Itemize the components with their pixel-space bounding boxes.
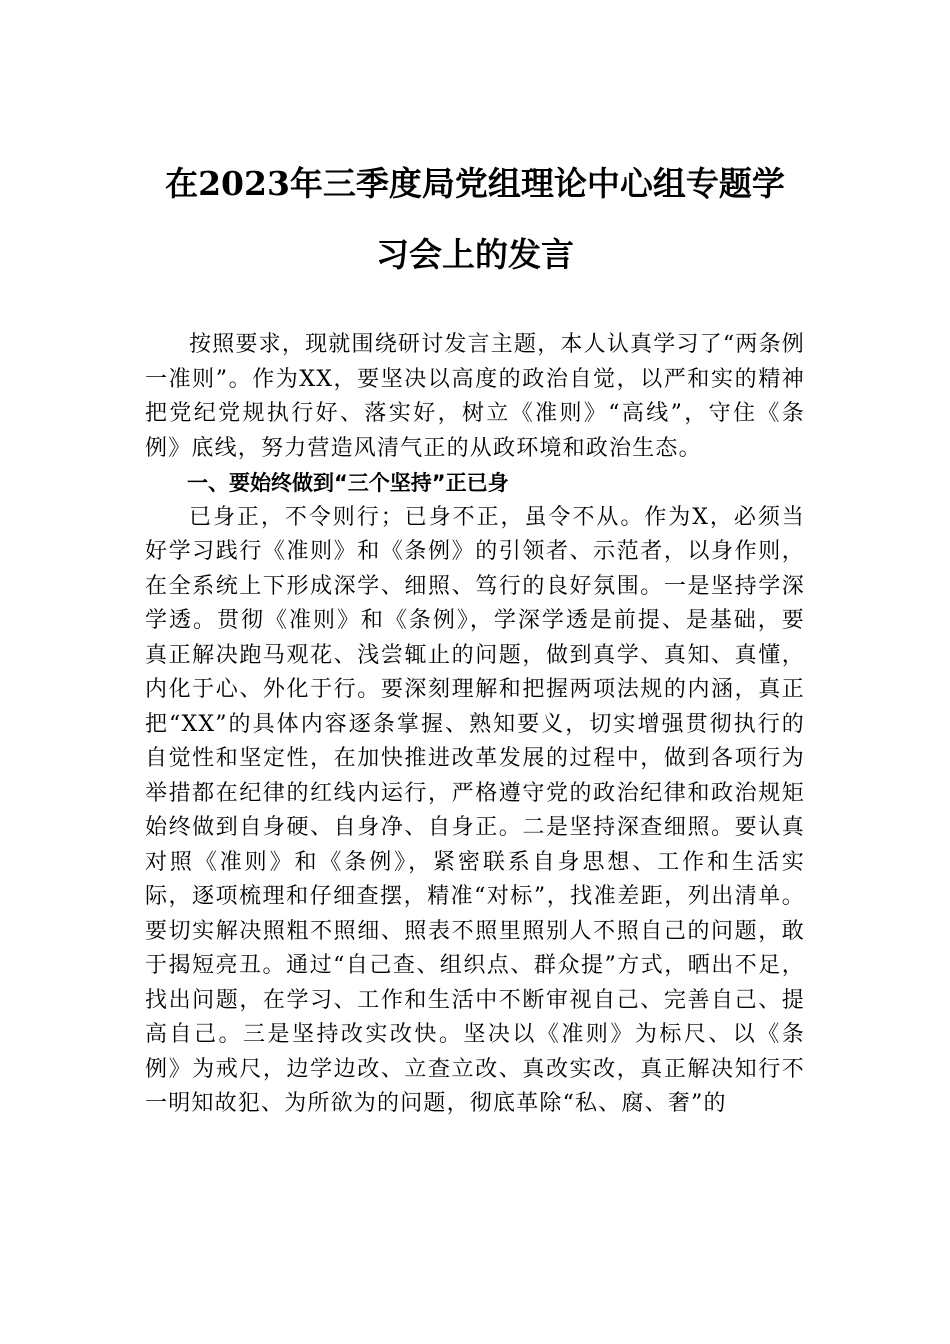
intro-paragraph: 按照要求，现就围绕研讨发言主题，本人认真学习了“两条例一准则”。作为XX，要坚决以高度的政治自觉，以严和实的精神把党纪党规执行好、落实好，树立《准则》“高线”，守住《条例》底线，努力营造风清气正的从政环境和政治生态。 — [145, 332, 805, 461]
section-paragraph: 已身正，不令则行；已身不正，虽令不从。作为X，必须当好学习践行《准则》和《条例》的引领者、示范者，以身作则，在全系统上下形成深学、细照、笃行的良好氛围。一是坚持学深学透。贯彻《准则》和《条例》，学深学透是前提、是基础，要真正解决跑马观花、浅尝辄止的问题，做到真学、真知、真懂，内化于心、外化于行。要深刻理解和把握两项法规的内涵，真正把“XX”的具体内容逐条掌握、熟知要义，切实增强贯彻执行的自觉性和坚定性，在加快推进改革发展的过程中，做到各项行为举措都在纪律的红线内运行，严格遵守党的政治纪律和政治规矩始终做到自身硬、自身净、自身正。二是坚持深查细照。要认真对照《准则》和《条例》，紧密联系自身思想、工作和生活实际，逐项梳理和仔细查摆，精准“对标”，找准差距，列出清单。要切实解决照粗不照细、照表不照里照别人不照自己的问题，敢于揭短亮丑。通过“自己查、组织点、群众提”方式，晒出不足，找出问题，在学习、工作和生活中不断审视自己、完善自己、提高自己。三是坚持改实改快。坚决以《准则》为标尺、以《条例》为戒尺，边学边改、立查立改、真改实改，真正解决知行不一明知故犯、为所欲为的问题，彻底革除“私、腐、奢”的 — [145, 504, 805, 1116]
document-title-line-1: 在2023年三季度局党组理论中心组专题学 — [165, 164, 785, 203]
section-heading: 一、要始终做到“三个坚持”正已身 — [187, 471, 509, 495]
document-title-line-2: 习会上的发言 — [376, 235, 574, 274]
document-body — [145, 328, 805, 1122]
